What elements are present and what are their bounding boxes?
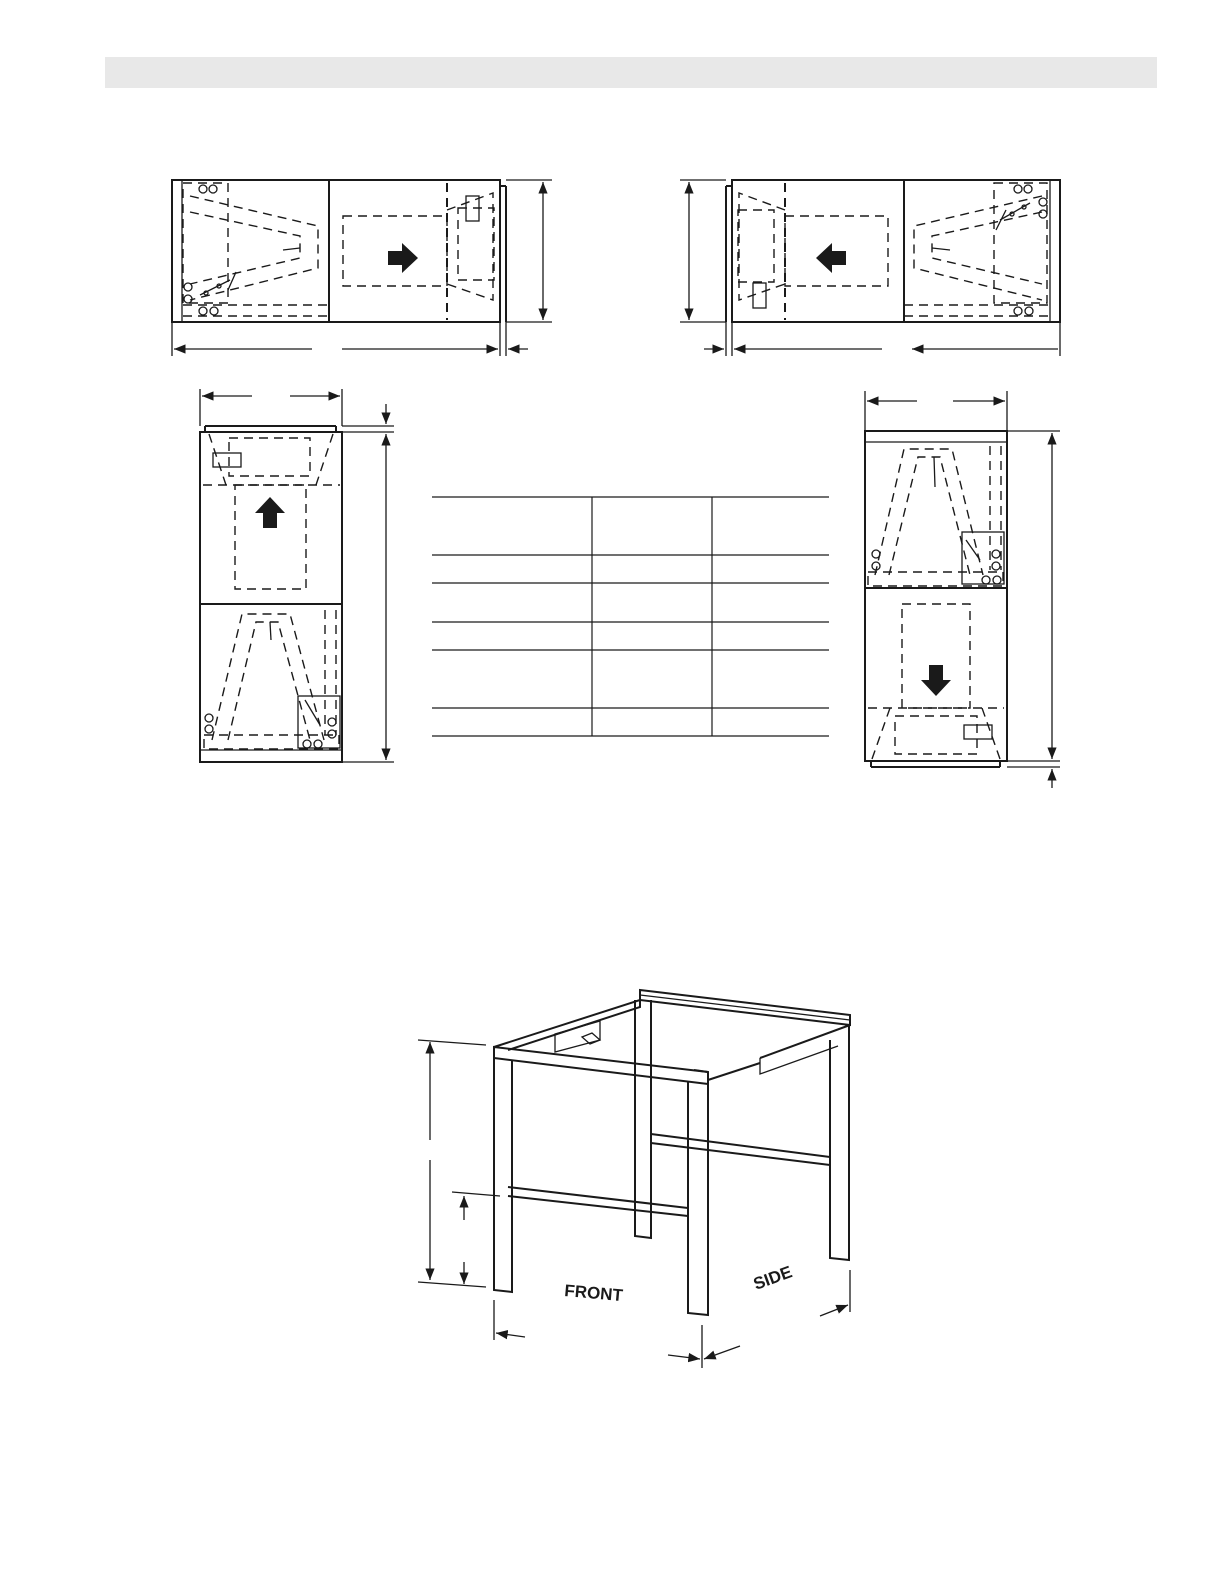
horizontal-right-view	[172, 180, 552, 356]
dimension-table	[432, 497, 829, 736]
downflow-view	[865, 391, 1060, 788]
horizontal-left-view	[680, 180, 1060, 356]
upflow-view	[200, 389, 394, 762]
side-label: SIDE	[750, 1262, 795, 1294]
front-label: FRONT	[563, 1281, 624, 1306]
stand-drawing	[418, 990, 850, 1368]
